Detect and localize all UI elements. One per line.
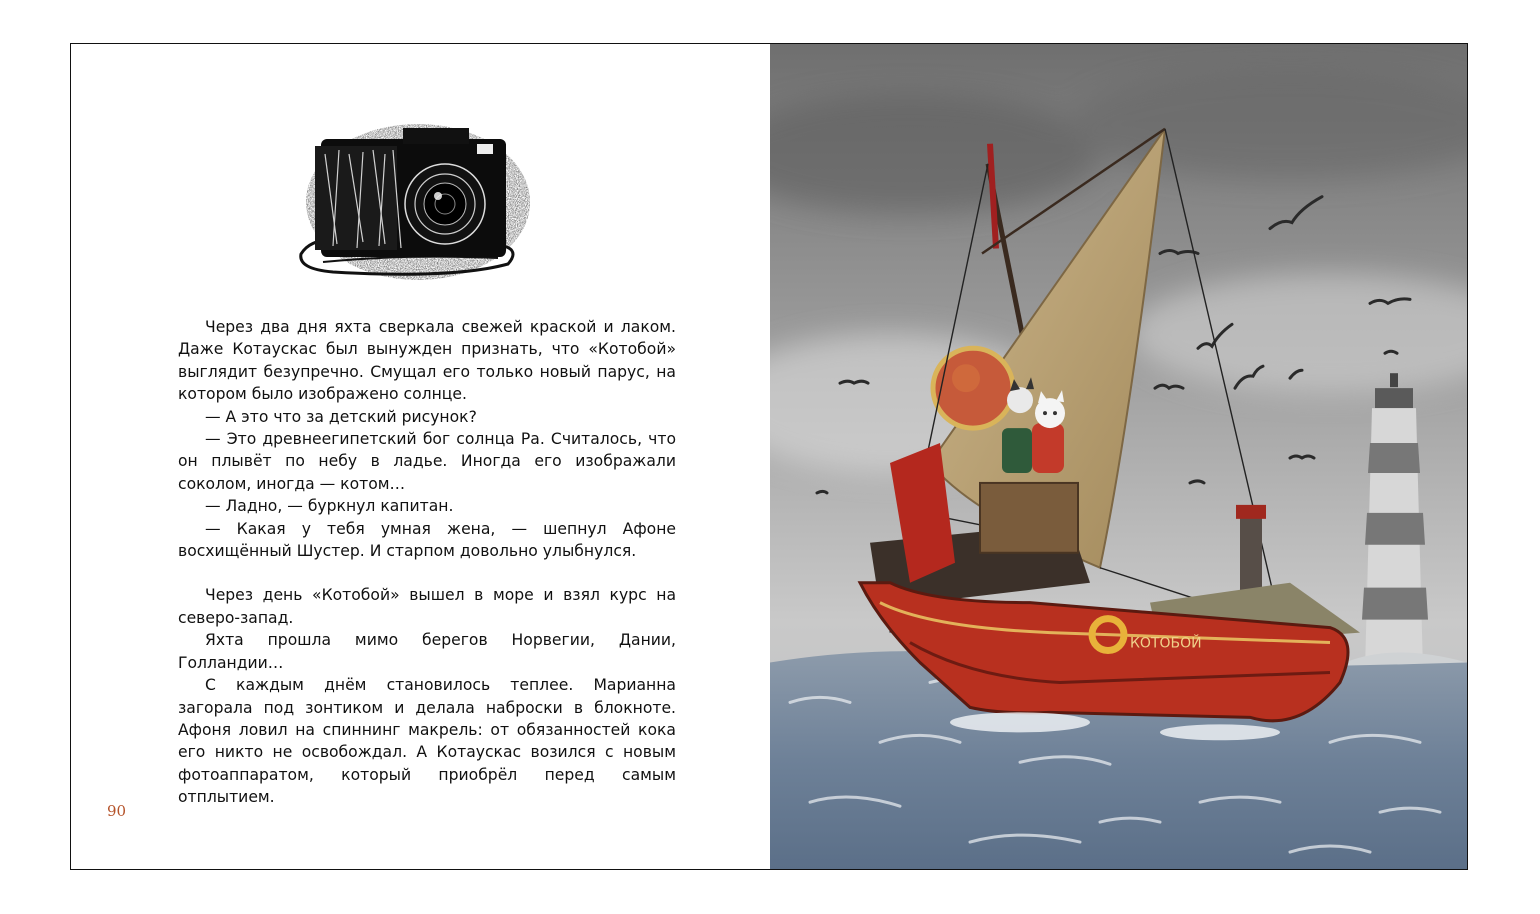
camera-icon <box>293 84 533 289</box>
sailboat-illustration <box>770 44 1467 869</box>
boat-name: КОТОБОЙ <box>1130 635 1202 652</box>
paragraph: — Какая у тебя умная жена, — шепнул Афоне восхищённый Шустер. И старпом довольно улыбнулся. <box>178 519 676 561</box>
paragraph: Яхта прошла мимо берегов Норвегии, Дании, Голландии… <box>178 631 676 672</box>
book-spread <box>70 43 1468 870</box>
story-text <box>178 316 676 809</box>
paragraph: Через день «Котобой» вышел в море и взял курс на северо-запад. <box>178 586 676 627</box>
paragraph: — Ладно, — буркнул капитан. <box>205 497 454 516</box>
left-page <box>71 44 770 869</box>
paragraph: — Это древнеегипетский бог солнца Ра. Считалось, что он плывёт по небу в ладье. Иногда его изображали соколом, иногда — котом… <box>178 430 676 493</box>
paragraph: С каждым днём становилось теплее. Марианна загорала под зонтиком и делала наброски в блокноте. Афоня ловил на спиннинг макрель: от обязанностей кока его никто не освобождал. А Котаускас возился с новым фотоаппаратом, который приобрёл перед самым отплытием. <box>178 676 676 807</box>
paragraph: — А это что за детский рисунок? <box>205 407 477 426</box>
right-page <box>770 44 1467 869</box>
page-number: 90 <box>107 802 127 820</box>
paragraph: Через два дня яхта сверкала свежей краской и лаком. Даже Котаускас был вынужден признать, что «Котобой» выглядит безупречно. Смущал его только новый парус, на котором было изображено солнце. <box>178 318 676 404</box>
